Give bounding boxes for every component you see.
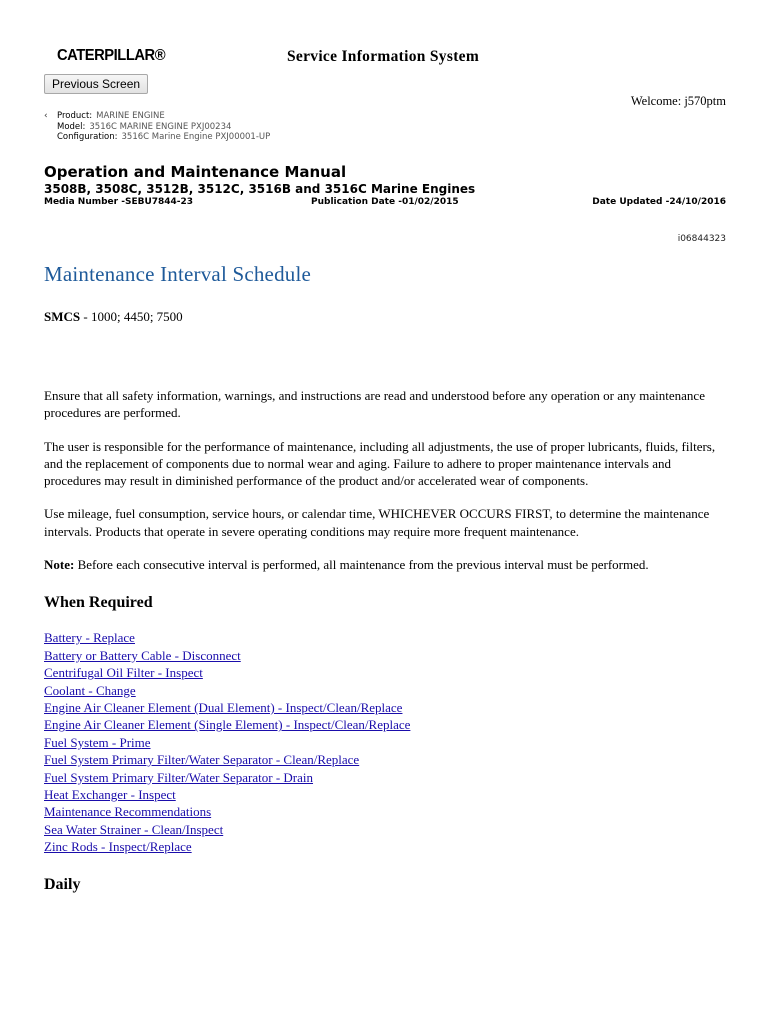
link-coolant-change[interactable]: Coolant - Change: [44, 682, 136, 698]
interval-paragraph: Use mileage, fuel consumption, service hours, or calendar time, WHICHEVER OCCURS FIRST, to determine the maintenance intervals. Products that operate in severe operating conditions may require more frequent maintenance.: [44, 506, 710, 539]
smcs-line: [44, 309, 728, 325]
link-battery-replace[interactable]: Battery - Replace: [44, 630, 135, 646]
manual-meta: [44, 197, 726, 209]
link-air-cleaner-single-element[interactable]: Engine Air Cleaner Element (Single Element) - Inspect/Clean/Replace: [44, 717, 411, 733]
back-chevron-icon[interactable]: ‹: [44, 111, 48, 121]
link-heat-exchanger-inspect[interactable]: Heat Exchanger - Inspect: [44, 787, 176, 803]
configuration-label: Configuration:: [57, 132, 118, 142]
smcs-label: SMCS: [44, 309, 81, 324]
media-number: Media Number -SEBU7844-23: [44, 197, 194, 207]
manual-subtitle: 3508B, 3508C, 3512B, 3512C, 3516B and 3516C Marine Engines: [44, 182, 476, 196]
product-value: MARINE ENGINE: [96, 111, 165, 121]
publication-date: Publication Date -01/02/2015: [311, 197, 459, 207]
manual-title: Operation and Maintenance Manual: [44, 163, 347, 181]
link-fuel-filter-drain[interactable]: Fuel System Primary Filter/Water Separator - Drain: [44, 769, 314, 785]
model-value: 3516C MARINE ENGINE PXJ00234: [89, 121, 232, 132]
when-required-links: [44, 629, 728, 855]
link-fuel-filter-clean-replace[interactable]: Fuel System Primary Filter/Water Separator - Clean/Replace: [44, 752, 360, 768]
page-title: Maintenance Interval Schedule: [44, 262, 312, 286]
product-breadcrumb: [44, 111, 270, 143]
date-updated: Date Updated -24/10/2016: [592, 197, 726, 207]
link-zinc-rods[interactable]: Zinc Rods - Inspect/Replace: [44, 839, 192, 855]
note-label: Note:: [44, 557, 75, 573]
main-content: [44, 262, 728, 894]
section-heading-when-required: When Required: [44, 594, 153, 612]
safety-paragraph: Ensure that all safety information, warnings, and instructions are read and understood before any operation or any maintenance procedures are performed.: [44, 388, 705, 421]
link-maintenance-recommendations[interactable]: Maintenance Recommendations: [44, 804, 212, 820]
manual-header: [44, 163, 726, 209]
section-heading-daily: Daily: [44, 875, 81, 893]
welcome-user: Welcome: j570ptm: [630, 94, 726, 108]
link-battery-cable-disconnect[interactable]: Battery or Battery Cable - Disconnect: [44, 647, 241, 663]
previous-screen-button[interactable]: Previous Screen: [44, 74, 148, 94]
note-text: Before each consecutive interval is performed, all maintenance from the previous interval must be performed.: [74, 557, 649, 573]
caterpillar-logo: CATERPILLAR®: [57, 47, 166, 64]
configuration-value: 3516C Marine Engine PXJ00001-UP: [121, 132, 271, 142]
link-sea-water-strainer[interactable]: Sea Water Strainer - Clean/Inspect: [44, 821, 224, 837]
responsibility-paragraph: The user is responsible for the performance of maintenance, including all adjustments, the use of proper lubricants, fluids, filters, and the replacement of components due to normal wear and aging. Failure to adhere to proper maintenance intervals and procedures may result in diminished performance of the product and/or accelerated wear of components.: [44, 438, 716, 489]
product-label: Product:: [57, 111, 93, 121]
note-paragraph: [44, 556, 728, 573]
link-air-cleaner-dual-element[interactable]: Engine Air Cleaner Element (Dual Element) - Inspect/Clean/Replace: [44, 700, 403, 715]
document-id: i06844323: [677, 234, 726, 244]
link-fuel-system-prime[interactable]: Fuel System - Prime: [44, 734, 151, 750]
smcs-value: - 1000; 4450; 7500: [80, 309, 183, 324]
system-title: Service Information System: [287, 48, 480, 65]
link-centrifugal-oil-filter-inspect[interactable]: Centrifugal Oil Filter - Inspect: [44, 665, 203, 681]
model-label: Model:: [57, 121, 86, 132]
